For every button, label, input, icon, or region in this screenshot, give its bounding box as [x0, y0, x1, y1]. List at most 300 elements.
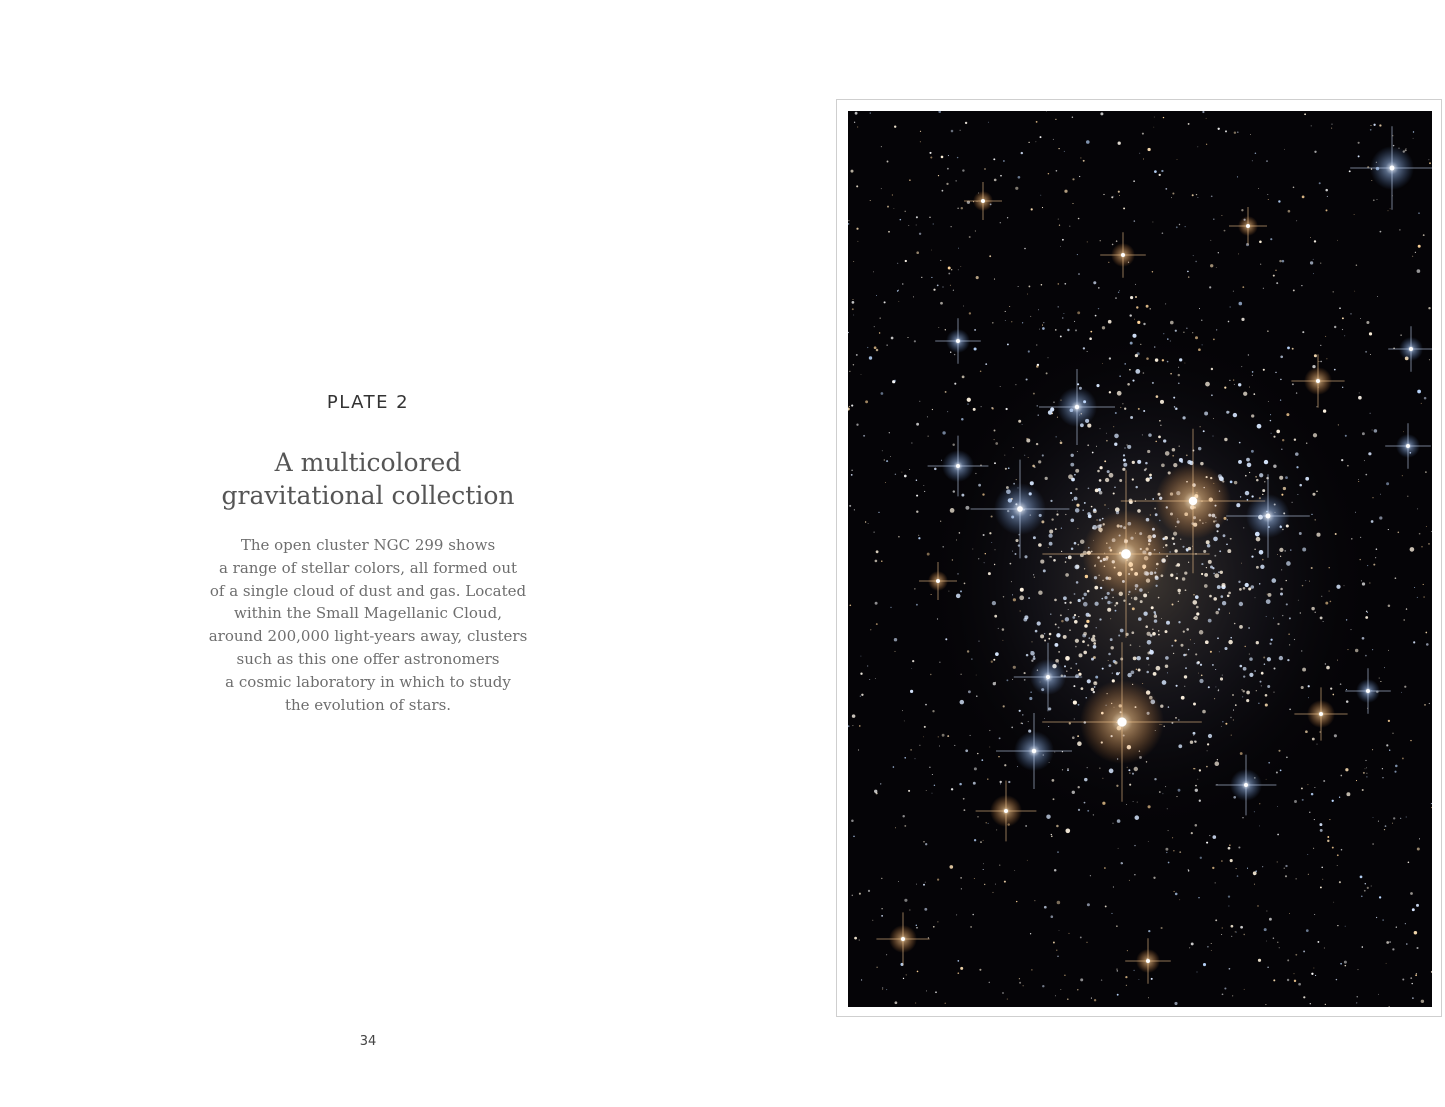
- cluster-star: [1070, 667, 1072, 669]
- background-star: [1198, 673, 1199, 674]
- background-star: [851, 470, 852, 471]
- background-star: [1289, 913, 1290, 914]
- background-star: [960, 130, 961, 131]
- background-star: [1190, 639, 1191, 640]
- background-star: [1015, 384, 1016, 385]
- background-star: [1155, 441, 1157, 443]
- cluster-star: [1135, 369, 1140, 374]
- cluster-star: [1184, 571, 1187, 574]
- background-star: [930, 156, 932, 158]
- background-star: [1423, 596, 1425, 598]
- cluster-star: [1302, 548, 1306, 552]
- background-star: [1267, 966, 1269, 968]
- background-star: [995, 549, 996, 550]
- cluster-star: [1168, 706, 1169, 707]
- cluster-star: [1146, 761, 1147, 762]
- cluster-star: [1239, 625, 1243, 629]
- background-star: [1373, 817, 1374, 818]
- background-star: [973, 782, 976, 785]
- background-star: [1325, 1004, 1326, 1005]
- background-star: [1373, 124, 1375, 126]
- background-star: [1389, 750, 1390, 751]
- background-star: [1028, 142, 1029, 143]
- background-star: [1129, 314, 1131, 316]
- background-star: [1077, 254, 1078, 255]
- background-star: [933, 223, 934, 224]
- background-star: [1024, 248, 1026, 250]
- background-star: [948, 267, 951, 270]
- background-star: [1165, 848, 1168, 851]
- cluster-star: [1113, 492, 1115, 494]
- background-star: [991, 542, 992, 543]
- background-star: [946, 183, 948, 185]
- cluster-star: [1259, 473, 1263, 477]
- cluster-star: [992, 601, 996, 605]
- background-star: [1128, 769, 1130, 771]
- background-star: [1365, 474, 1367, 476]
- background-star: [849, 371, 850, 372]
- cluster-star: [1214, 573, 1219, 578]
- cluster-star: [1171, 645, 1173, 647]
- background-star: [1428, 543, 1430, 545]
- background-star: [1235, 931, 1236, 932]
- background-star: [912, 660, 914, 662]
- background-star: [857, 241, 858, 242]
- background-star: [961, 418, 964, 421]
- cluster-star: [1326, 666, 1330, 670]
- cluster-star: [1127, 445, 1131, 449]
- background-star: [859, 725, 860, 726]
- background-star: [1365, 760, 1366, 761]
- background-star: [1410, 977, 1412, 979]
- background-star: [1019, 982, 1021, 984]
- background-star: [1286, 413, 1289, 416]
- cluster-star: [1251, 414, 1254, 417]
- background-star: [1289, 644, 1290, 645]
- background-star: [870, 629, 871, 630]
- background-star: [1099, 479, 1102, 482]
- background-star: [960, 590, 962, 592]
- cluster-star: [1033, 536, 1036, 539]
- background-star: [1078, 218, 1080, 220]
- background-star: [1153, 127, 1154, 128]
- background-star: [1100, 112, 1103, 115]
- background-star: [1425, 632, 1427, 634]
- background-star: [1033, 574, 1034, 575]
- cluster-star: [1112, 672, 1113, 673]
- plate-label: PLATE 2: [326, 392, 410, 413]
- background-star: [1191, 942, 1194, 945]
- background-star: [941, 156, 944, 159]
- background-star: [1060, 441, 1063, 444]
- background-star: [1124, 363, 1126, 365]
- background-star: [1402, 978, 1404, 980]
- background-star: [1182, 546, 1184, 548]
- background-star: [1100, 240, 1101, 241]
- cluster-star: [1135, 815, 1140, 820]
- background-star: [920, 141, 921, 142]
- cluster-star: [1410, 547, 1415, 552]
- background-star: [911, 442, 912, 443]
- background-star: [1380, 681, 1381, 682]
- background-star: [969, 236, 971, 238]
- background-star: [1000, 783, 1001, 784]
- cluster-star: [1256, 537, 1261, 542]
- background-star: [938, 175, 939, 176]
- background-star: [1357, 969, 1358, 970]
- cluster-star: [1095, 489, 1099, 493]
- cluster-star: [1280, 379, 1282, 381]
- background-star: [1148, 997, 1149, 998]
- background-star: [1337, 925, 1338, 926]
- background-star: [1363, 772, 1365, 774]
- background-star: [1247, 868, 1248, 869]
- cluster-star: [1110, 646, 1113, 649]
- cluster-star: [1246, 691, 1250, 695]
- background-star: [1165, 303, 1166, 304]
- background-star: [980, 371, 982, 373]
- background-star: [1261, 685, 1262, 686]
- background-star: [1203, 963, 1206, 966]
- background-star: [1024, 455, 1025, 456]
- cluster-star: [1178, 382, 1180, 384]
- background-star: [1022, 424, 1023, 425]
- background-star: [1329, 567, 1330, 568]
- cluster-star: [1015, 553, 1017, 555]
- background-star: [1301, 787, 1303, 789]
- background-star: [1417, 848, 1420, 851]
- background-star: [1197, 146, 1198, 147]
- background-star: [1173, 543, 1175, 545]
- cluster-star: [1260, 681, 1262, 683]
- background-star: [1163, 117, 1164, 118]
- background-star: [1367, 612, 1368, 613]
- cluster-star: [1199, 630, 1204, 635]
- background-star: [974, 839, 976, 841]
- background-star: [1369, 583, 1370, 584]
- background-star: [1172, 604, 1174, 606]
- background-star: [1421, 1000, 1424, 1003]
- cluster-star: [1040, 634, 1044, 638]
- background-star: [1092, 452, 1094, 454]
- cluster-star: [1110, 638, 1113, 641]
- background-star: [1332, 694, 1334, 696]
- cluster-star: [1054, 599, 1057, 602]
- background-star: [1399, 229, 1400, 230]
- background-star: [945, 1003, 946, 1004]
- background-star: [1220, 571, 1223, 574]
- background-star: [1379, 678, 1380, 679]
- background-star: [913, 296, 914, 297]
- background-star: [1320, 829, 1323, 832]
- background-star: [1263, 288, 1264, 289]
- cluster-star: [1117, 819, 1121, 823]
- background-star: [1275, 270, 1276, 271]
- background-star: [881, 392, 884, 395]
- cluster-star: [1150, 649, 1151, 650]
- background-star: [1334, 734, 1337, 737]
- background-star: [908, 225, 909, 226]
- background-star: [1293, 187, 1295, 189]
- cluster-star: [1295, 452, 1299, 456]
- background-star: [1056, 170, 1058, 172]
- background-star: [1095, 676, 1098, 679]
- background-star: [1200, 857, 1202, 859]
- background-star: [1280, 399, 1281, 400]
- background-star: [1345, 768, 1348, 771]
- background-star: [1091, 998, 1092, 999]
- background-star: [1379, 516, 1382, 519]
- background-star: [1279, 947, 1280, 948]
- cluster-star: [1259, 550, 1264, 555]
- background-star: [1192, 194, 1194, 196]
- background-star: [1271, 433, 1272, 434]
- background-star: [1064, 283, 1066, 285]
- background-star: [983, 840, 984, 841]
- background-star: [1192, 332, 1193, 333]
- background-star: [1215, 669, 1216, 670]
- background-star: [1296, 220, 1297, 221]
- cluster-star: [1124, 447, 1125, 448]
- background-star: [974, 767, 977, 770]
- background-star: [1031, 208, 1033, 210]
- background-star: [852, 308, 854, 310]
- background-star: [1143, 410, 1145, 412]
- cluster-star: [1040, 560, 1044, 564]
- background-star: [860, 696, 861, 697]
- background-star: [967, 650, 969, 652]
- background-star: [1040, 136, 1042, 138]
- background-star: [1057, 511, 1058, 512]
- background-star: [1195, 261, 1196, 262]
- background-star: [1366, 773, 1367, 774]
- cluster-star: [1186, 549, 1188, 551]
- background-star: [898, 881, 899, 882]
- cluster-star: [1217, 530, 1218, 531]
- background-star: [1270, 238, 1272, 240]
- background-star: [1320, 616, 1323, 619]
- cluster-star: [1048, 707, 1051, 710]
- background-star: [1019, 978, 1020, 979]
- background-star: [853, 836, 854, 837]
- background-star: [1229, 968, 1231, 970]
- cluster-star: [1182, 577, 1185, 580]
- cluster-star: [1107, 470, 1110, 473]
- background-star: [1274, 692, 1275, 693]
- description-line: The open cluster NGC 299 shows: [240, 536, 496, 554]
- cluster-star: [1036, 443, 1038, 445]
- cluster-star: [1221, 583, 1225, 587]
- background-star: [1036, 365, 1039, 368]
- cluster-star: [1069, 556, 1071, 558]
- background-star: [1241, 689, 1243, 691]
- background-star: [1029, 697, 1032, 700]
- background-star: [1130, 342, 1133, 345]
- cluster-star: [1147, 632, 1151, 636]
- cluster-star: [1167, 361, 1169, 363]
- background-star: [1011, 581, 1012, 582]
- background-star: [1314, 914, 1315, 915]
- background-star: [856, 354, 858, 356]
- background-star: [945, 638, 947, 640]
- background-star: [1012, 679, 1013, 680]
- background-star: [881, 915, 883, 917]
- background-star: [1195, 789, 1198, 792]
- background-star: [1206, 118, 1207, 119]
- background-star: [959, 783, 962, 786]
- background-star: [983, 863, 984, 864]
- background-star: [1383, 920, 1384, 921]
- background-star: [916, 479, 917, 480]
- cluster-star: [1176, 408, 1178, 410]
- background-star: [1221, 726, 1222, 727]
- background-star: [956, 914, 957, 915]
- background-star: [976, 675, 977, 676]
- background-star: [1365, 883, 1366, 884]
- cluster-star: [1003, 596, 1004, 597]
- cluster-star: [1305, 477, 1309, 481]
- background-star: [1098, 308, 1099, 309]
- background-star: [1064, 974, 1066, 976]
- cluster-star: [1208, 619, 1212, 623]
- background-star: [1199, 800, 1201, 802]
- description-line: the evolution of stars.: [284, 695, 452, 714]
- background-star: [1372, 649, 1373, 650]
- cluster-star: [1311, 607, 1314, 610]
- cluster-star: [1224, 438, 1227, 441]
- background-star: [1118, 848, 1119, 849]
- background-star: [1000, 386, 1001, 387]
- background-star: [1222, 993, 1224, 995]
- cluster-star: [950, 508, 955, 513]
- background-star: [1139, 153, 1140, 154]
- background-star: [940, 521, 941, 522]
- cluster-star: [1163, 439, 1166, 442]
- background-star: [1327, 840, 1329, 842]
- background-star: [1212, 867, 1214, 869]
- background-star: [1268, 401, 1269, 402]
- background-star: [1193, 735, 1194, 736]
- cluster-star: [1243, 392, 1247, 396]
- background-star: [1014, 870, 1015, 871]
- background-star: [1119, 672, 1120, 673]
- background-star: [859, 940, 860, 941]
- background-star: [1313, 273, 1314, 274]
- background-star: [1213, 436, 1214, 437]
- background-star: [1316, 406, 1317, 407]
- cluster-star: [1155, 358, 1158, 361]
- background-star: [1116, 969, 1117, 970]
- background-star: [1290, 549, 1291, 550]
- cluster-star: [1088, 637, 1090, 639]
- background-star: [1405, 923, 1406, 924]
- cluster-star: [1084, 778, 1087, 781]
- cluster-star: [1248, 627, 1250, 629]
- background-star: [1057, 901, 1061, 905]
- background-star: [1216, 267, 1217, 268]
- background-star: [1224, 230, 1226, 232]
- cluster-star: [1107, 601, 1111, 605]
- background-star: [937, 285, 939, 287]
- background-star: [1278, 200, 1280, 202]
- cluster-star: [1024, 672, 1026, 674]
- background-star: [1400, 334, 1401, 335]
- background-star: [897, 263, 898, 264]
- background-star: [1371, 885, 1372, 886]
- background-star: [945, 391, 947, 393]
- background-star: [916, 884, 917, 885]
- background-star: [1365, 655, 1367, 657]
- background-star: [852, 895, 853, 896]
- background-star: [1317, 941, 1319, 943]
- background-star: [1365, 351, 1367, 353]
- background-star: [1416, 973, 1417, 974]
- cluster-star: [1243, 667, 1247, 671]
- background-star: [1367, 565, 1368, 566]
- background-star: [1013, 447, 1014, 448]
- background-star: [1360, 876, 1363, 879]
- background-star: [1145, 468, 1147, 470]
- cluster-star: [1204, 573, 1208, 577]
- cluster-star: [1158, 436, 1161, 439]
- background-star: [967, 404, 968, 405]
- cluster-star: [1087, 424, 1091, 428]
- background-star: [918, 535, 919, 536]
- background-star: [1076, 504, 1079, 507]
- background-star: [1229, 380, 1230, 381]
- background-star: [1386, 963, 1387, 964]
- cluster-star: [1152, 498, 1154, 500]
- cluster-star: [1178, 719, 1179, 720]
- cluster-star: [1230, 637, 1232, 639]
- background-star: [1007, 999, 1008, 1000]
- cluster-star: [1238, 383, 1241, 386]
- background-star: [1044, 718, 1045, 719]
- cluster-star: [1336, 585, 1340, 589]
- cluster-star: [1099, 466, 1102, 469]
- background-star: [1241, 318, 1244, 321]
- cluster-star: [1299, 532, 1302, 535]
- background-star: [1072, 117, 1073, 118]
- background-star: [1084, 802, 1086, 804]
- background-star: [1009, 306, 1010, 307]
- background-star: [894, 208, 895, 209]
- cluster-star: [1299, 484, 1302, 487]
- cluster-star: [1050, 500, 1052, 502]
- background-star: [1342, 317, 1344, 319]
- background-star: [1300, 612, 1301, 613]
- background-star: [1116, 785, 1118, 787]
- background-star: [885, 482, 886, 483]
- background-star: [1118, 191, 1120, 193]
- background-star: [925, 704, 927, 706]
- background-star: [861, 694, 863, 696]
- background-star: [1015, 187, 1018, 190]
- background-star: [1212, 835, 1216, 839]
- cluster-star: [1254, 670, 1256, 672]
- cluster-star: [1185, 654, 1187, 656]
- cluster-star: [1046, 814, 1050, 818]
- background-star: [1379, 896, 1381, 898]
- background-star: [1087, 241, 1088, 242]
- background-star: [1109, 357, 1111, 359]
- cluster-star: [1056, 513, 1058, 515]
- background-star: [983, 534, 985, 536]
- cluster-star: [1201, 563, 1203, 565]
- background-star: [951, 788, 953, 790]
- background-star: [1425, 471, 1427, 473]
- background-star: [916, 216, 918, 218]
